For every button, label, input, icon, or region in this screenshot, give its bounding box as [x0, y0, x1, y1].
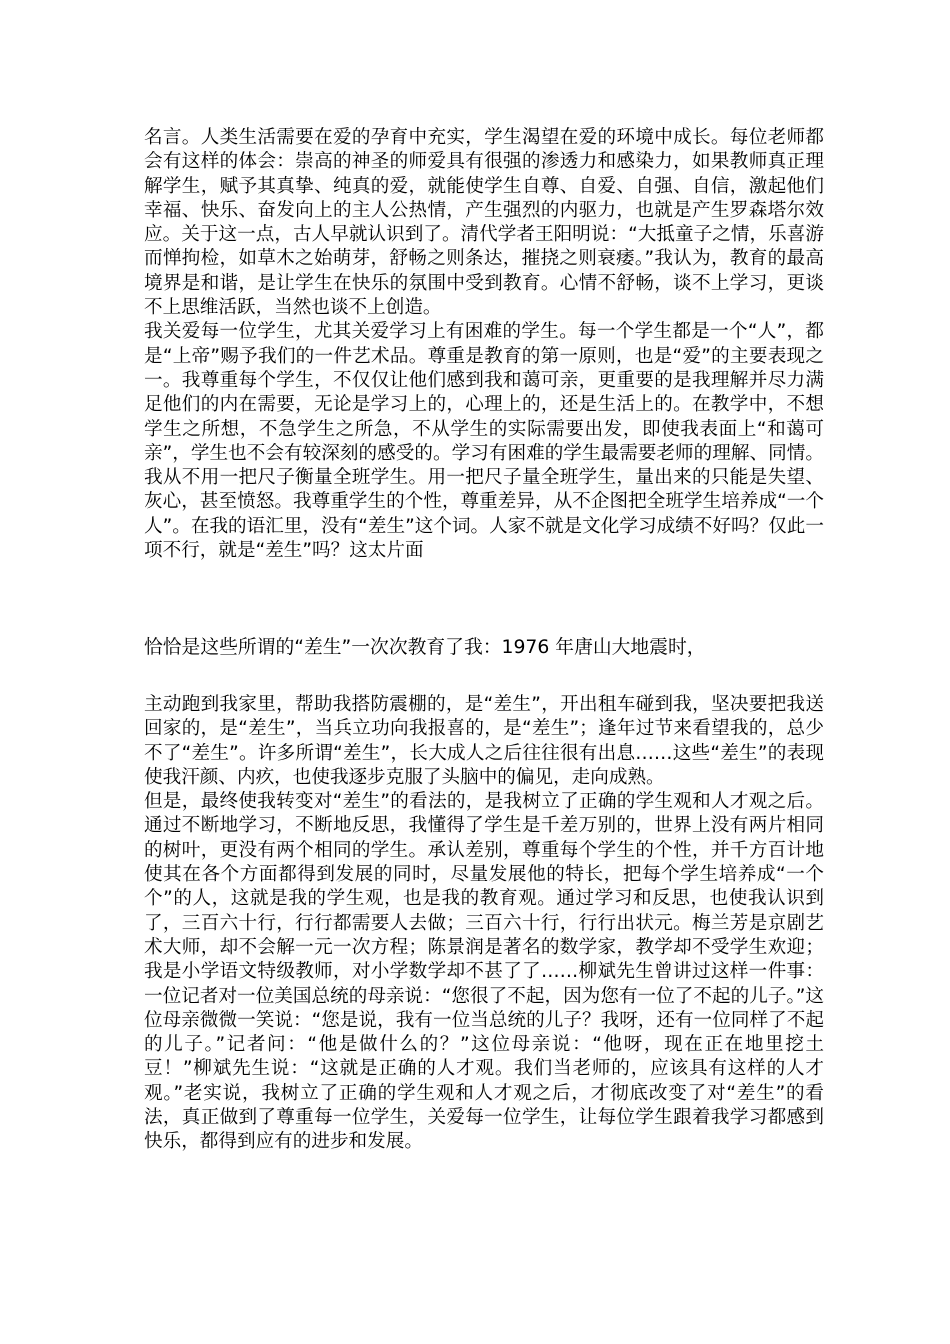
paragraph-love-education: 名言。人类生活需要在爱的孕育中充实，学生渴望在爱的环境中成长。每位老师都会有这样的体会：崇高的神圣的师爱具有很强的渗透力和感染力，如果教师真正理解学生，赋予其真挚、纯真的爱，就能使学生自尊、自爱、自强、自信，激起他们幸福、快乐、奋发向上的主人公热情，产生强烈的内驱力，也就是产生罗森塔尔效应。关于这一点，古人早就认识到了。清代学者王阳明说：“大抵童子之情，乐喜游而惮拘检，如草木之始萌芽，舒畅之则条达，摧挠之则衰痿。”我认为，教育的最高境界是和谐，是让学生在快乐的氛围中受到教育。心情不舒畅，谈不上学习，更谈不上思维活跃，当然也谈不上创造。	[144, 127, 824, 319]
text-block-middle	[144, 636, 824, 660]
text-block-bottom	[144, 693, 824, 1155]
paragraph-students-help: 主动跑到我家里，帮助我搭防震棚的，是“差生”，开出租车碰到我，坚决要把我送回家的，是“差生”，当兵立功向我报喜的，是“差生”；逢年过节来看望我的，总少不了“差生”。许多所谓“差生”，长大成人之后往往很有出息……这些“差生”的表现使我汗颜、内疚，也使我逐步克服了头脑中的偏见，走向成熟。	[144, 694, 824, 788]
paragraph-talent-view: 但是，最终使我转变对“差生”的看法的，是我树立了正确的学生观和人才观之后。通过不断地学习，不断地反思，我懂得了学生是千差万别的，世界上没有两片相同的树叶，更没有两个相同的学生。承认差别，尊重每个学生的个性，并千方百计地使其在各个方面都得到发展的同时，尽量发展他的特长，把每个学生培养成“一个个”的人，这就是我的学生观，也是我的教育观。通过学习和反思，也使我认识到了，三百六十行，行行都需要人去做；三百六十行，行行出状元。梅兰芳是京剧艺术大师，却不会解一元一次方程；陈景润是著名的数学家，教学却不受学生欢迎；我是小学语文特级教师，对小学数学却不甚了了……柳斌先生曾讲过这样一件事：一位记者对一位美国总统的母亲说：“您很了不起，因为您有一位了不起的儿子。”这位母亲微微一笑说：“您是说，我有一位当总统的儿子？我呀，还有一位同样了不起的儿子。”记者问：“他是做什么的？”这位母亲说：“他呀，现在正在地里挖土豆！”柳斌先生说：“这就是正确的人才观。我们当老师的，应该具有这样的人才观。”老实说，我树立了正确的学生观和人才观之后，才彻底改变了对“差生”的看法，真正做到了尊重每一位学生，关爱每一位学生，让每位学生跟着我学习都感到快乐，都得到应有的进步和发展。	[144, 791, 824, 1153]
paragraph-earthquake-line: 恰恰是这些所谓的“差生”一次次教育了我：1976 年唐山大地震时，	[144, 637, 706, 658]
paragraph-caring-students: 我关爱每一位学生，尤其关爱学习上有困难的学生。每一个学生都是一个“人”，都是“上帝”赐予我们的一件艺术品。尊重是教育的第一原则，也是“爱”的主要表现之一。我尊重每个学生，不仅仅让他们感到我和蔼可亲，更重要的是我理解并尽力满足他们的内在需要，无论是学习上的，心理上的，还是生活上的。在教学中，不想学生之所想，不急学生之所急，不从学生的实际需要出发，即使我表面上“和蔼可亲”，学生也不会有较深刻的感受的。学习有困难的学生最需要老师的理解、同情。我从不用一把尺子衡量全班学生。用一把尺子量全班学生，量出来的只能是失望、灰心，甚至愤怒。我尊重学生的个性，尊重差异，从不企图把全班学生培养成“一个人”。在我的语汇里，没有“差生”这个词。人家不就是文化学习成绩不好吗？仅此一项不行，就是“差生”吗？这太片面	[144, 321, 824, 562]
text-block-top	[144, 126, 824, 563]
